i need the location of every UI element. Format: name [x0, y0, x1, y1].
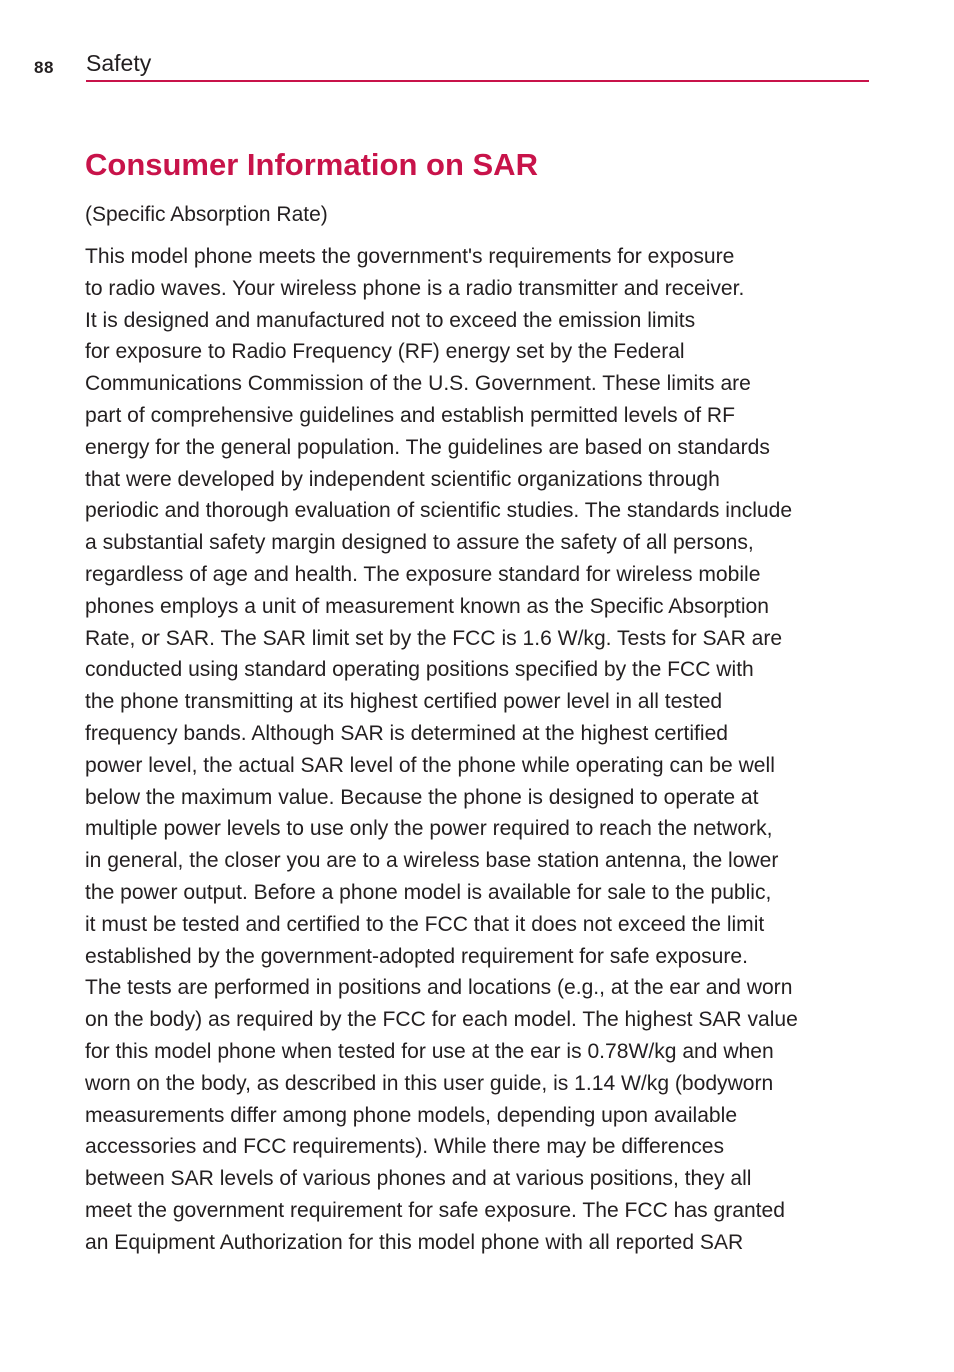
header-divider [86, 80, 869, 82]
body-text-line: accessories and FCC requirements). While there may be differences [85, 1134, 725, 1159]
body-text-line: conducted using standard operating positions specified by the FCC with [85, 657, 754, 682]
body-text-line: for exposure to Radio Frequency (RF) energy set by the Federal [85, 339, 685, 364]
body-text-line: frequency bands. Although SAR is determined at the highest certified [85, 720, 729, 745]
body-text-line: It is designed and manufactured not to exceed the emission limits [85, 307, 696, 332]
body-text-line: that were developed by independent scientific organizations through [85, 466, 720, 491]
body-text-line: between SAR levels of various phones and at various positions, they all [85, 1166, 752, 1191]
page-heading: Consumer Information on SAR [85, 147, 538, 182]
body-text-line: worn on the body, as described in this user guide, is 1.14 W/kg (bodyworn [85, 1070, 774, 1095]
body-text-line: measurements differ among phone models, depending upon available [85, 1102, 738, 1127]
body-text-line: a substantial safety margin designed to assure the safety of all persons, [85, 530, 754, 555]
body-text-line: established by the government-adopted requirement for safe exposure. [85, 943, 748, 968]
body-text-line: The tests are performed in positions and locations (e.g., at the ear and worn [85, 975, 793, 1000]
body-text-line: multiple power levels to use only the power required to reach the network, [85, 816, 773, 841]
body-text-line: meet the government requirement for safe exposure. The FCC has granted [85, 1197, 785, 1222]
page-subheading: (Specific Absorption Rate) [85, 203, 328, 226]
body-text-line: This model phone meets the government's requirements for exposure [85, 244, 735, 268]
body-text-line: an Equipment Authorization for this model phone with all reported SAR [85, 1229, 744, 1254]
body-text-line: energy for the general population. The guidelines are based on standards [85, 434, 770, 459]
body-text-line: power level, the actual SAR level of the phone while operating can be well [85, 752, 775, 777]
body-text-line: on the body) as required by the FCC for each model. The highest SAR value [85, 1007, 798, 1032]
body-text-line: it must be tested and certified to the FCC that it does not exceed the limit [85, 911, 765, 936]
body-paragraph [85, 241, 885, 1259]
body-text-line: the phone transmitting at its highest certified power level in all tested [85, 689, 723, 714]
body-text-line: phones employs a unit of measurement known as the Specific Absorption [85, 593, 769, 618]
body-text-line: periodic and thorough evaluation of scientific studies. The standards include [85, 498, 793, 523]
body-text-line: in general, the closer you are to a wireless base station antenna, the lower [85, 848, 779, 873]
body-text-line: below the maximum value. Because the phone is designed to operate at [85, 784, 759, 809]
body-text-line: to radio waves. Your wireless phone is a radio transmitter and receiver. [85, 275, 745, 300]
body-text-line: for this model phone when tested for use at the ear is 0.78W/kg and when [85, 1038, 774, 1063]
section-title: Safety [86, 50, 152, 76]
body-text-line: the power output. Before a phone model is available for sale to the public, [85, 879, 772, 904]
body-text-line: regardless of age and health. The exposure standard for wireless mobile [85, 561, 761, 586]
body-text-line: Communications Commission of the U.S. Government. These limits are [85, 371, 751, 396]
page-number: 88 [34, 58, 54, 77]
body-text-line: Rate, or SAR. The SAR limit set by the FCC is 1.6 W/kg. Tests for SAR are [85, 625, 783, 650]
body-text-line: part of comprehensive guidelines and establish permitted levels of RF [85, 402, 736, 427]
